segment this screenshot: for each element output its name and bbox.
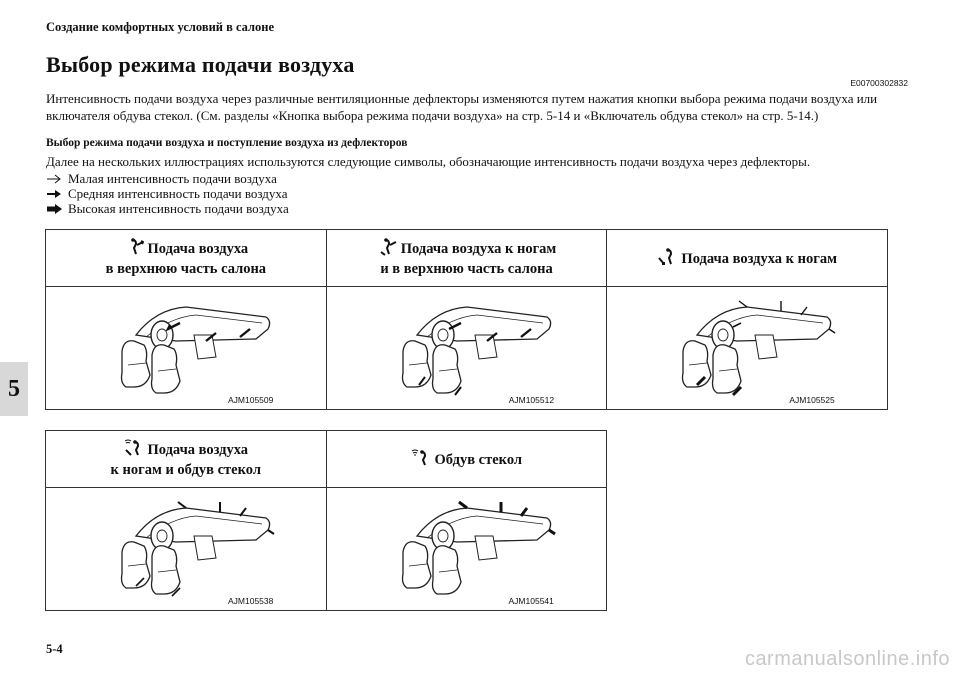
legend-label: Высокая интенсивность подачи воздуха	[68, 201, 289, 216]
image-code: AJM105538	[228, 596, 274, 606]
page-header: Создание комфортных условий в салоне	[46, 20, 275, 34]
air-mode-table-1	[45, 229, 888, 410]
document-code: E00700302832	[850, 78, 908, 88]
airflow-illustration	[46, 287, 327, 410]
car-interior-illustration	[116, 496, 276, 600]
page-number: 5-4	[46, 642, 63, 656]
bilevel-mode-icon	[377, 238, 397, 256]
mode-header-defrost: Обдув стекол	[326, 431, 606, 488]
thin-arrow-icon	[46, 174, 62, 184]
car-interior-illustration	[397, 295, 557, 399]
watermark: carmanualsonline.info	[744, 648, 950, 670]
legend-intro: Далее на нескольких иллюстрациях используются следующие символы, обозначающие интенсивность подачи воздуха через дефлекторы.	[46, 154, 811, 169]
foot-defrost-mode-icon	[123, 439, 143, 457]
legend-label: Малая интенсивность подачи воздуха	[68, 171, 277, 186]
foot-mode-icon	[657, 248, 677, 266]
image-code: AJM105541	[508, 596, 554, 606]
airflow-illustration	[326, 287, 607, 410]
page-title: Выбор режима подачи воздуха	[46, 52, 355, 77]
image-code: AJM105509	[228, 395, 274, 405]
legend-label: Средняя интенсивность подачи воздуха	[68, 186, 288, 201]
car-interior-illustration	[677, 295, 837, 399]
car-interior-illustration	[116, 295, 276, 399]
image-code: AJM105512	[508, 395, 555, 405]
section-subheading: Выбор режима подачи воздуха и поступление воздуха из дефлекторов	[46, 137, 408, 149]
legend-item-high	[46, 200, 289, 217]
image-code: AJM105525	[789, 395, 835, 405]
defrost-mode-icon	[410, 449, 430, 467]
car-interior-illustration	[397, 496, 557, 600]
medium-arrow-icon	[46, 189, 62, 199]
mode-header-face: Подача воздуха в верхнюю часть салона	[46, 230, 327, 287]
airflow-illustration	[46, 488, 327, 611]
air-mode-table-2	[45, 430, 607, 611]
intro-paragraph: Интенсивность подачи воздуха через различные вентиляционные дефлекторы изменяются путем нажатия кнопки выбора режима подачи воздуха или включателя обдува стекол. (См. разделы «Кнопка выбора режима подачи воздуха» на стр. 5-14 и «Включатель обдува стекол» на стр. 5-14.)	[46, 91, 878, 123]
thick-arrow-icon	[46, 204, 62, 214]
face-mode-icon	[124, 238, 144, 256]
chapter-tab: 5	[0, 362, 28, 416]
airflow-illustration	[326, 488, 606, 611]
mode-header-bilevel: Подача воздуха к ногам и в верхнюю часть салона	[326, 230, 607, 287]
mode-header-foot: Подача воздуха к ногам	[607, 230, 888, 287]
mode-header-foot-defrost: Подача воздуха к ногам и обдув стекол	[46, 431, 327, 488]
airflow-illustration	[607, 287, 888, 410]
